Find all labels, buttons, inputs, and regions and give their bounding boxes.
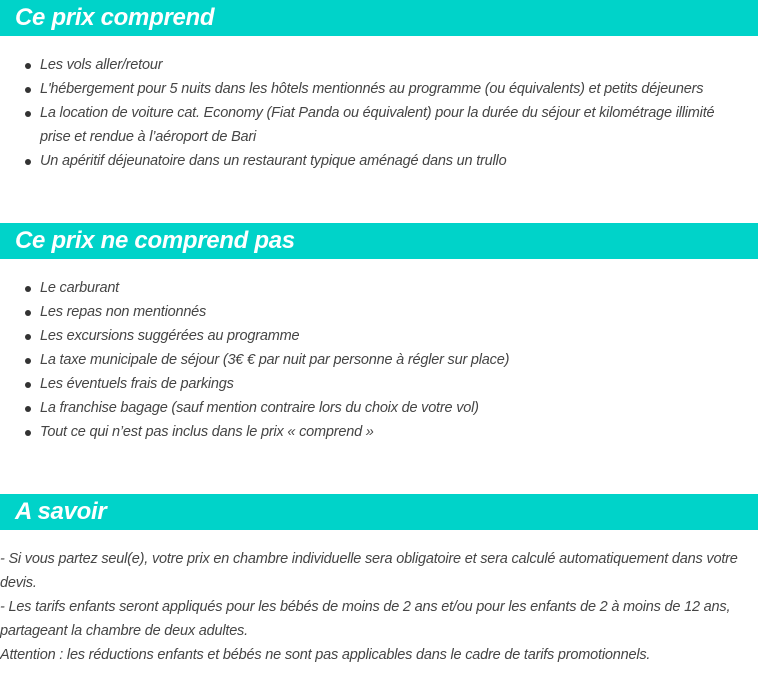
- list-item-text: La location de voiture cat. Economy (Fiat Panda ou équivalent) pour la durée du séjour et kilométrage illimité prise et rendue à l’aéroport de Bari: [40, 105, 715, 145]
- section-title-not-included: Ce prix ne comprend pas: [15, 227, 295, 254]
- list-item: [0, 276, 740, 300]
- bullet-icon: [25, 63, 31, 69]
- list-item-text: La franchise bagage (sauf mention contraire lors du choix de votre vol): [40, 400, 479, 416]
- bullet-icon: [25, 406, 31, 412]
- list-item: [0, 372, 740, 396]
- section-header-not-included: [0, 223, 758, 259]
- list-item-text: Les excursions suggérées au programme: [40, 328, 300, 344]
- list-item: [0, 348, 740, 372]
- list-item: [0, 101, 740, 149]
- list-item: [0, 324, 740, 348]
- good-to-know-notes: [0, 547, 758, 667]
- list-item: [0, 77, 740, 101]
- bullet-icon: [25, 87, 31, 93]
- bullet-icon: [25, 358, 31, 364]
- bullet-icon: [25, 430, 31, 436]
- note-paragraph: Attention : les réductions enfants et bébés ne sont pas applicables dans le cadre de tarifs promotionnels.: [0, 647, 651, 663]
- list-item-text: Le carburant: [40, 280, 120, 296]
- section-title-good-to-know: A savoir: [15, 498, 107, 525]
- section-header-good-to-know: [0, 494, 758, 530]
- list-item-text: Les éventuels frais de parkings: [40, 376, 234, 392]
- list-item: [0, 300, 740, 324]
- list-item-text: Les repas non mentionnés: [40, 304, 207, 320]
- note-paragraph: - Les tarifs enfants seront appliqués pour les bébés de moins de 2 ans et/ou pour les enfants de 2 à moins de 12 ans, partageant la chambre de deux adultes.: [0, 599, 731, 639]
- section-title-included: Ce prix comprend: [15, 4, 215, 31]
- list-item-text: Un apéritif déjeunatoire dans un restaurant typique aménagé dans un trullo: [40, 153, 507, 169]
- bullet-icon: [25, 159, 31, 165]
- list-item: [0, 149, 740, 173]
- bullet-icon: [25, 286, 31, 292]
- list-item-text: La taxe municipale de séjour (3€ € par nuit par personne à régler sur place): [40, 352, 510, 368]
- list-item: [0, 53, 740, 77]
- bullet-icon: [25, 334, 31, 340]
- list-item-text: L'hébergement pour 5 nuits dans les hôtels mentionnés au programme (ou équivalents) et petits déjeuners: [40, 81, 704, 97]
- bullet-icon: [25, 382, 31, 388]
- bullet-icon: [25, 111, 31, 117]
- included-list: [0, 53, 740, 173]
- bullet-icon: [25, 310, 31, 316]
- list-item: [0, 396, 740, 420]
- section-header-included: [0, 0, 758, 36]
- list-item-text: Les vols aller/retour: [40, 57, 163, 73]
- list-item-text: Tout ce qui n’est pas inclus dans le prix « comprend »: [40, 424, 374, 440]
- list-item: [0, 420, 740, 444]
- note-paragraph: - Si vous partez seul(e), votre prix en chambre individuelle sera obligatoire et sera calculé automatiquement dans votre devis.: [0, 551, 738, 591]
- not-included-list: [0, 276, 740, 444]
